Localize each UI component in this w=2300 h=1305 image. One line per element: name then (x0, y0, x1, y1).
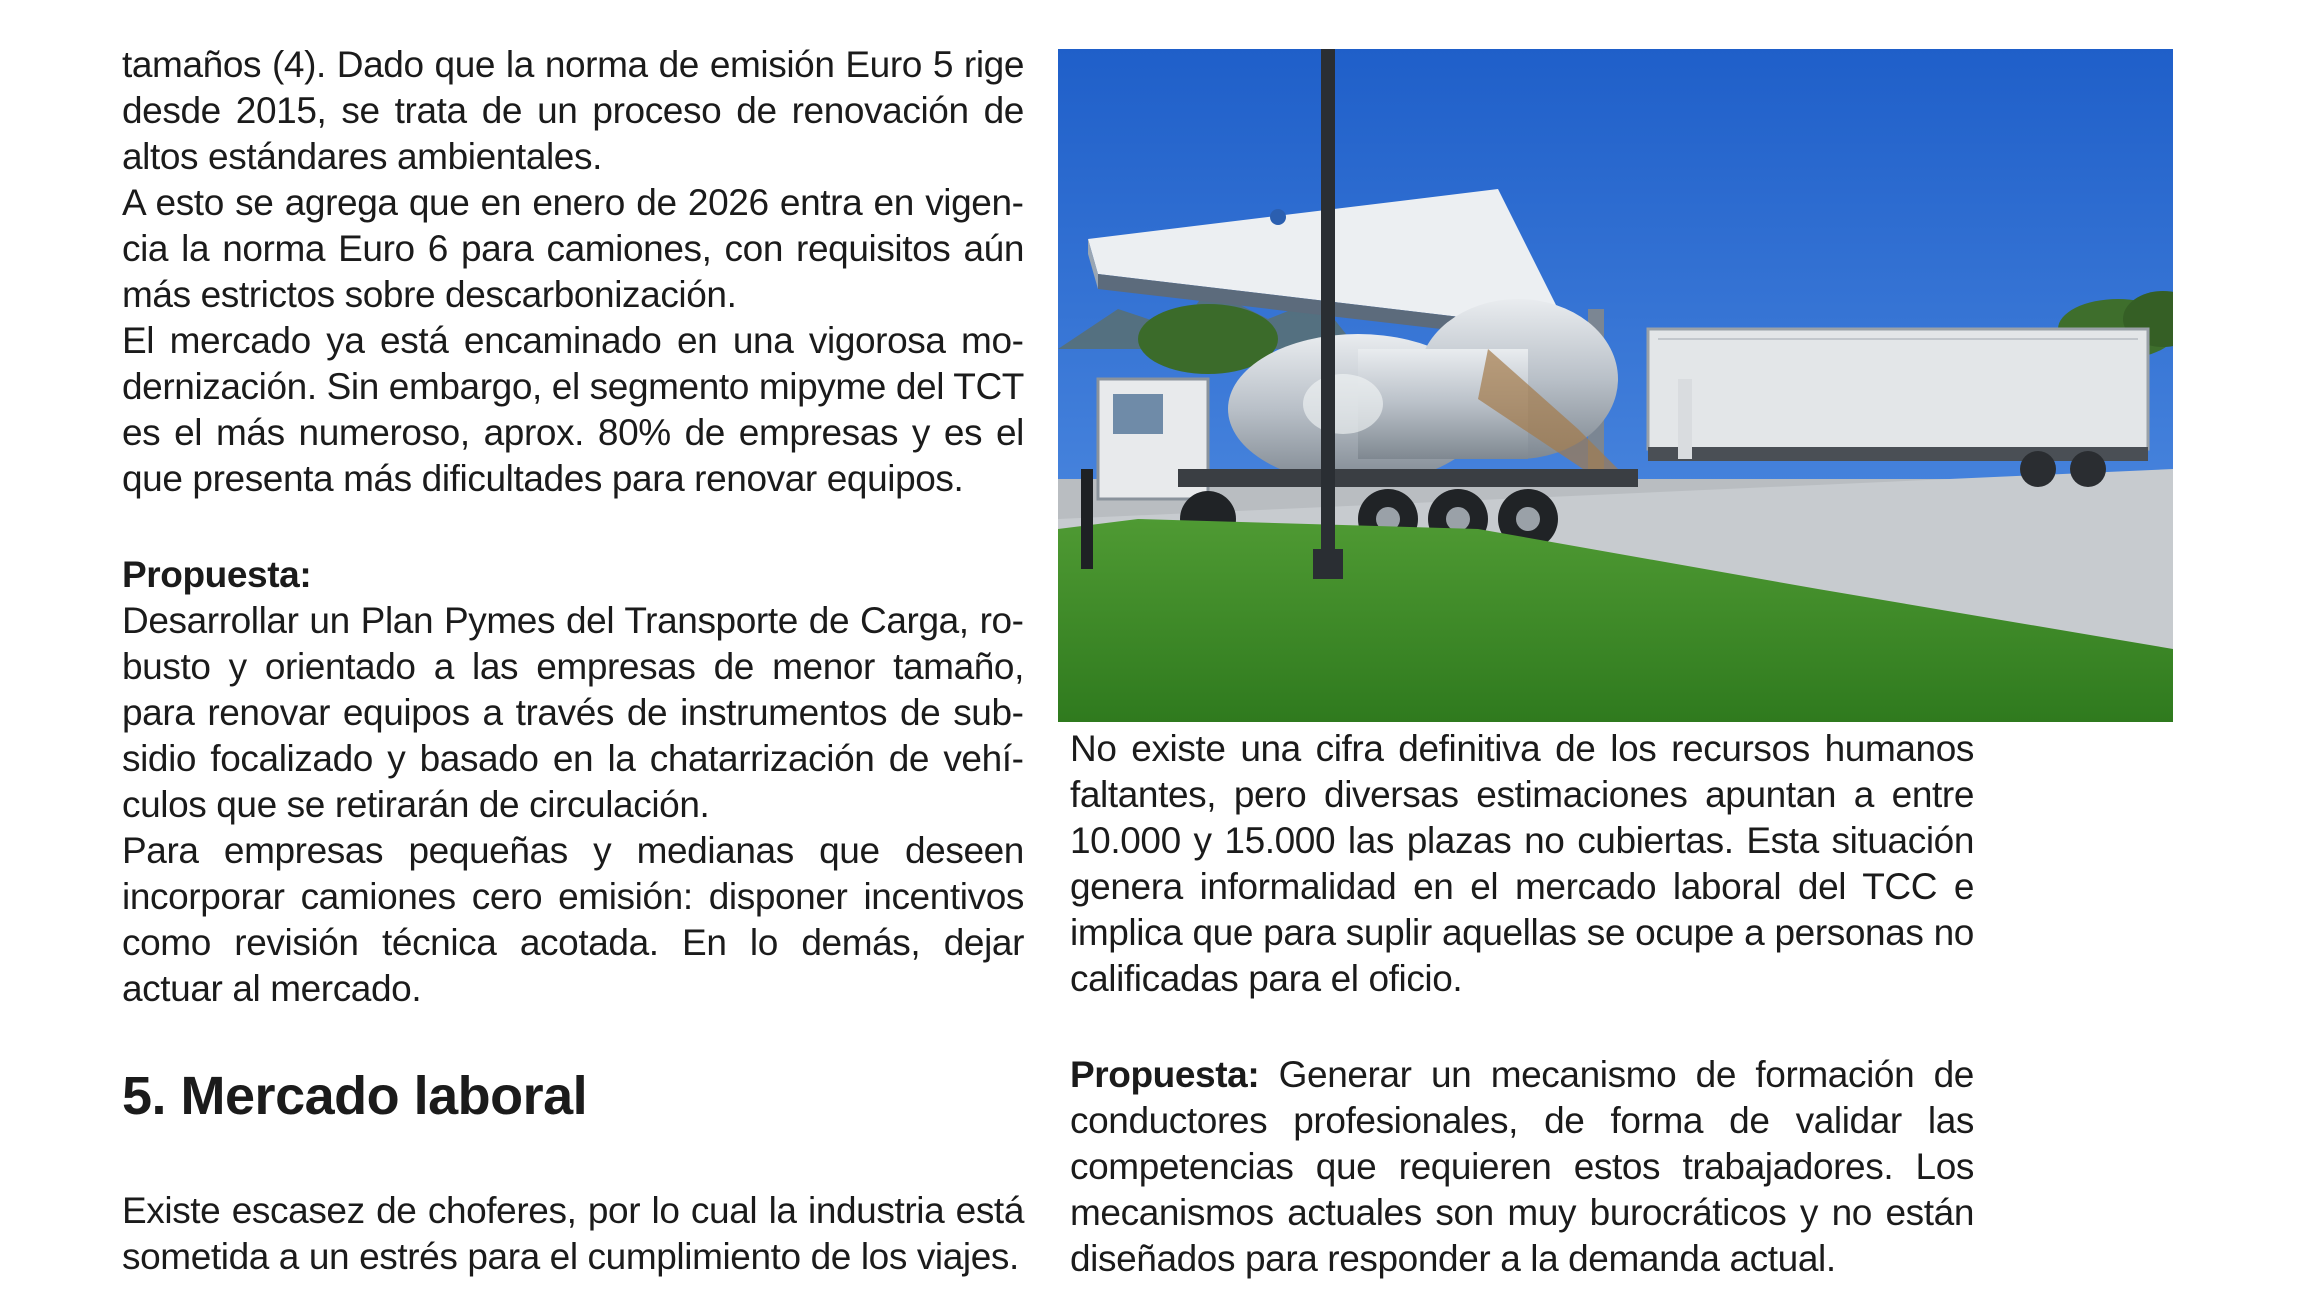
photo-illustration (1058, 49, 2173, 722)
paragraph-zero-emission: Para empresas pequeñas y medianas que deseen incorporar camiones cero emisión: disponer incentivos como revisión técnica acotada. En lo demás, dejar actuar al mercado. (122, 830, 1024, 1009)
proposal-text: Generar un mecanismo de formación de conductores profesionales, de forma de validar las competencias que requieren estos trabajadores. Los mecanismos actuales son muy burocráticos y no están diseñados para responder a la demanda actual. (1070, 1054, 1974, 1279)
paragraph-euro6: A esto se agrega que en enero de 2026 entra en vigencia la norma Euro 6 para camiones, con requisitos aún más estrictos sobre descarbonización. (122, 182, 1024, 315)
paragraph-workforce-gap: No existe una cifra definitiva de los recursos humanos faltantes, pero diversas estimaciones apuntan a entre 10.000 y 15.000 las plazas no cubiertas. Esta situación genera informalidad en el mercado laboral del TCC e implica que para suplir aquellas se ocupe a personas no calificadas para el oficio. (1070, 728, 1974, 999)
paragraph-emission-standards: tamaños (4). Dado que la norma de emisión Euro 5 rige desde 2015, se trata de un proceso de renovación de altos estándares ambientales. (122, 44, 1024, 177)
truck-station-photo (1058, 49, 2173, 722)
bollard (1081, 469, 1093, 569)
brand-logo (1270, 209, 1286, 225)
trailer-chassis (1178, 469, 1638, 487)
dry-trailer (1648, 329, 2148, 449)
lamp-pole (1321, 49, 1335, 569)
left-column (122, 42, 1024, 1280)
proposal-label: Propuesta: (1070, 1054, 1260, 1095)
section-title: 5. Mercado laboral (122, 1066, 588, 1126)
paragraph-plan-pymes: Desarrollar un Plan Pymes del Transporte de Carga, robusto y orientado a las empresas de menor tamaño, para renovar equipos a través de instrumentos de subsidio focalizado y basado en la chatarrización de vehículos que se retirarán de circulación. (122, 600, 1024, 825)
paragraph-driver-shortage: Existe escasez de choferes, por lo cual la industria está sometida a un estrés para el cumplimiento de los viajes. (122, 1190, 1024, 1277)
proposal-heading: Propuesta: (122, 554, 312, 595)
paragraph-training-proposal (1070, 1052, 1974, 1282)
right-column (1070, 726, 1974, 1282)
paragraph-modernization: El mercado ya está encaminado en una vigorosa modernización. Sin embargo, el segmento mipyme del TCT es el más numeroso, aprox. 80% de empresas y es el que presenta más dificultades para renovar equipos. (122, 320, 1024, 499)
